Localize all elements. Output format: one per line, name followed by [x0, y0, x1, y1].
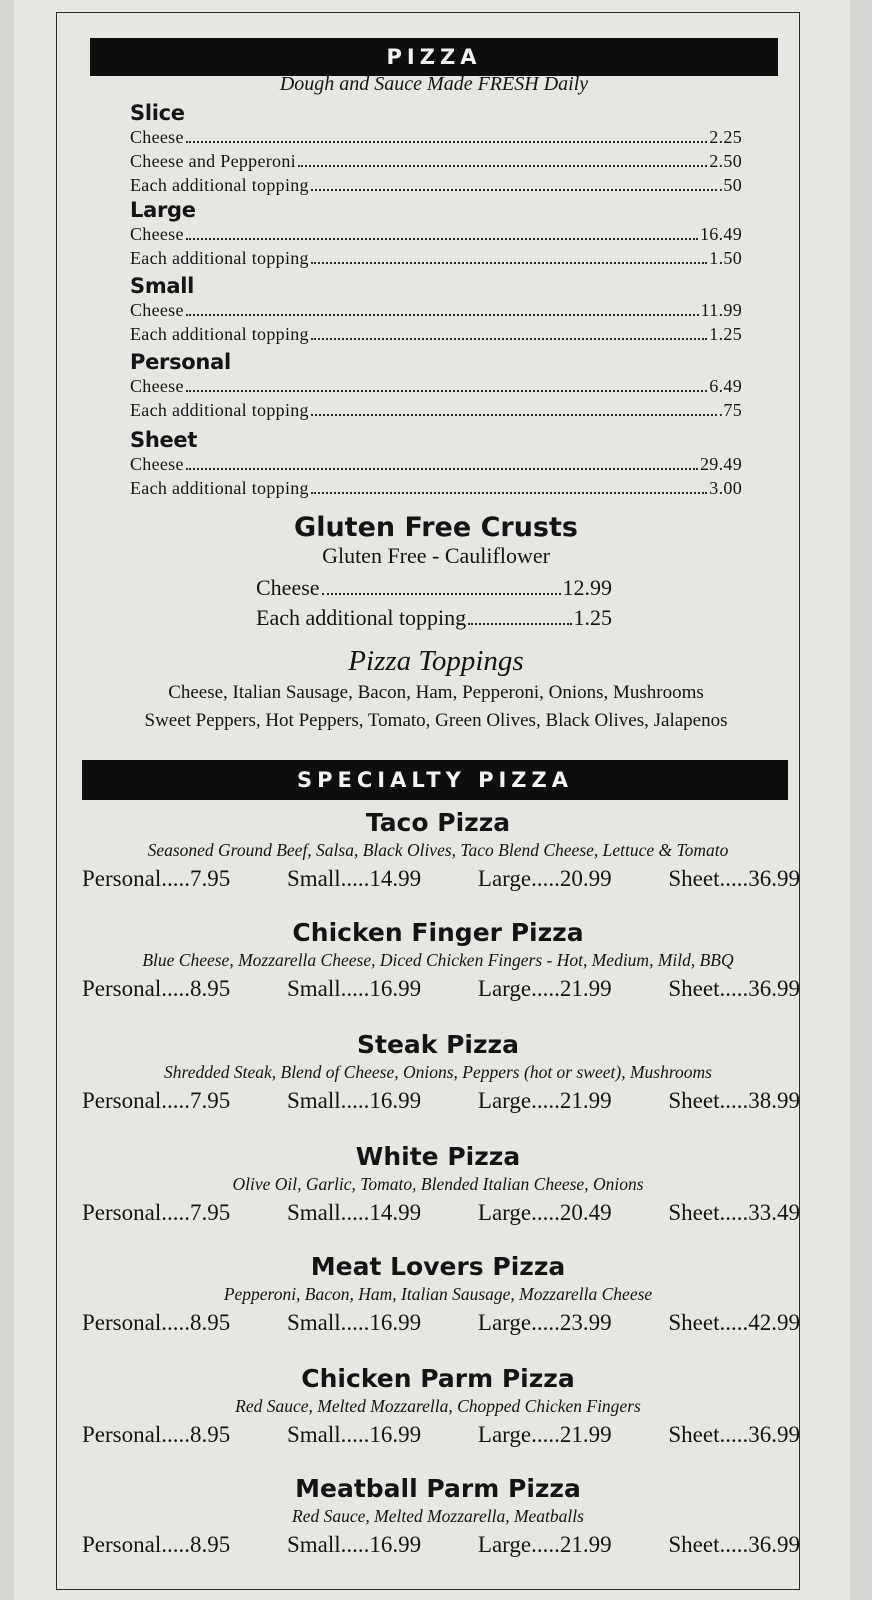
- item-label: Each additional topping: [256, 605, 467, 630]
- toppings-line: Cheese, Italian Sausage, Bacon, Ham, Pepperoni, Onions, Mushrooms: [168, 682, 704, 703]
- price-small: Small.....16.99: [286, 1310, 422, 1335]
- toppings-title: Pizza Toppings: [348, 645, 524, 677]
- specialty-prices: [70, 974, 806, 1004]
- price-large: Large.....20.49: [477, 1200, 612, 1225]
- leader-dots: [186, 238, 698, 240]
- specialty-description: Red Sauce, Melted Mozzarella, Meatballs: [292, 1506, 584, 1526]
- size-name: Large: [130, 198, 196, 222]
- price-line: [130, 374, 742, 398]
- item-price: .75: [718, 400, 742, 420]
- leader-dots: [186, 468, 698, 470]
- leader-dots: [311, 492, 707, 494]
- specialty-name: Chicken Parm Pizza: [301, 1364, 575, 1393]
- specialty-description: Pepperoni, Bacon, Ham, Italian Sausage, Mozzarella Cheese: [223, 1284, 653, 1304]
- specialty-item-meat-lovers: [70, 1252, 806, 1338]
- price-sheet: Sheet.....38.99: [668, 1088, 800, 1113]
- item-price: 16.49: [700, 224, 742, 244]
- price-sheet: Sheet.....36.99: [668, 866, 800, 891]
- specialty-prices: [70, 1198, 806, 1228]
- price-personal: Personal.....8.95: [82, 976, 231, 1001]
- item-label: Each additional topping: [130, 175, 309, 195]
- item-label: Each additional topping: [130, 324, 309, 344]
- size-block-slice: [130, 101, 742, 197]
- specialty-item-white: [70, 1142, 806, 1228]
- price-sheet: Sheet.....33.49: [668, 1200, 800, 1225]
- tagline: Dough and Sauce Made FRESH Daily: [279, 73, 589, 95]
- specialty-description: Blue Cheese, Mozzarella Cheese, Diced Chicken Fingers - Hot, Medium, Mild, BBQ: [142, 950, 734, 970]
- price-large: Large.....23.99: [477, 1310, 612, 1335]
- price-large: Large.....21.99: [477, 1422, 612, 1447]
- price-line: [130, 246, 742, 270]
- item-label: Cheese: [130, 127, 184, 147]
- price-personal: Personal.....7.95: [82, 1200, 231, 1225]
- specialty-name: White Pizza: [355, 1142, 521, 1171]
- specialty-prices: [70, 1308, 806, 1338]
- price-small: Small.....16.99: [286, 1422, 422, 1447]
- price-small: Small.....16.99: [286, 976, 422, 1001]
- item-price: 1.25: [709, 324, 742, 344]
- specialty-prices: [70, 1420, 806, 1450]
- item-price: 1.50: [709, 248, 742, 268]
- item-price: 29.49: [700, 454, 742, 474]
- leader-dots: [186, 390, 708, 392]
- size-block-large: [130, 198, 742, 270]
- specialty-item-steak: [70, 1030, 806, 1116]
- size-name: Sheet: [130, 428, 198, 452]
- price-line: [130, 222, 742, 246]
- leader-dots: [322, 593, 561, 595]
- item-price: 11.99: [700, 300, 742, 320]
- specialty-description: Shredded Steak, Blend of Cheese, Onions, Peppers (hot or sweet), Mushrooms: [164, 1062, 712, 1082]
- specialty-prices: [70, 864, 806, 894]
- gluten-free-price-line: [256, 603, 612, 633]
- item-label: Each additional topping: [130, 400, 309, 420]
- price-small: Small.....14.99: [286, 1200, 422, 1225]
- specialty-description: Seasoned Ground Beef, Salsa, Black Olives, Taco Blend Cheese, Lettuce & Tomato: [147, 840, 729, 860]
- item-price: 12.99: [562, 575, 612, 600]
- price-sheet: Sheet.....36.99: [668, 976, 800, 1001]
- price-line: [130, 125, 742, 149]
- size-block-sheet: [130, 428, 742, 500]
- specialty-item-meatball-parm: [70, 1474, 806, 1560]
- gluten-free-title: Gluten Free Crusts: [294, 512, 578, 543]
- price-personal: Personal.....7.95: [82, 1088, 231, 1113]
- price-small: Small.....16.99: [286, 1532, 422, 1557]
- price-line: [130, 398, 742, 422]
- item-price: 2.25: [709, 127, 742, 147]
- size-name: Slice: [130, 101, 185, 125]
- item-label: Cheese: [130, 454, 184, 474]
- size-name: Small: [130, 274, 195, 298]
- price-line: [130, 149, 742, 173]
- item-label: Each additional topping: [130, 478, 309, 498]
- specialty-name: Steak Pizza: [357, 1030, 519, 1059]
- price-small: Small.....14.99: [286, 866, 422, 891]
- specialty-prices: [70, 1086, 806, 1116]
- size-block-personal: [130, 350, 742, 422]
- specialty-item-taco: [70, 808, 806, 894]
- item-label: Cheese: [130, 224, 184, 244]
- specialty-name: Meatball Parm Pizza: [295, 1474, 581, 1503]
- leader-dots: [186, 141, 708, 143]
- item-price: 6.49: [709, 376, 742, 396]
- specialty-prices: [70, 1530, 806, 1560]
- price-sheet: Sheet.....42.99: [668, 1310, 800, 1335]
- price-personal: Personal.....8.95: [82, 1422, 231, 1447]
- item-label: Cheese: [130, 300, 184, 320]
- specialty-name: Meat Lovers Pizza: [310, 1252, 566, 1281]
- price-large: Large.....21.99: [477, 976, 612, 1001]
- price-line: [130, 452, 742, 476]
- specialty-item-chicken-finger: [70, 918, 806, 1004]
- price-line: [130, 476, 742, 500]
- specialty-name: Chicken Finger Pizza: [292, 918, 584, 947]
- leader-dots: [311, 414, 717, 416]
- item-price: .50: [718, 175, 742, 195]
- specialty-description: Red Sauce, Melted Mozzarella, Chopped Chicken Fingers: [235, 1396, 641, 1416]
- specialty-description: Olive Oil, Garlic, Tomato, Blended Italian Cheese, Onions: [232, 1174, 644, 1194]
- leader-dots: [468, 623, 571, 625]
- size-block-small: [130, 274, 742, 346]
- leader-dots: [311, 262, 707, 264]
- price-large: Large.....21.99: [477, 1532, 612, 1557]
- price-personal: Personal.....8.95: [82, 1310, 231, 1335]
- item-label: Cheese and Pepperoni: [130, 151, 296, 171]
- price-line: [130, 173, 742, 197]
- price-line: [130, 298, 742, 322]
- price-large: Large.....20.99: [477, 866, 612, 891]
- price-sheet: Sheet.....36.99: [668, 1422, 800, 1447]
- gluten-free-price-line: [256, 573, 612, 603]
- price-small: Small.....16.99: [286, 1088, 422, 1113]
- price-sheet: Sheet.....36.99: [668, 1532, 800, 1557]
- item-label: Cheese: [130, 376, 184, 396]
- price-personal: Personal.....7.95: [82, 866, 231, 891]
- specialty-item-chicken-parm: [70, 1364, 806, 1450]
- leader-dots: [186, 314, 699, 316]
- specialty-section-header: SPECIALTY PIZZA: [82, 760, 788, 800]
- size-name: Personal: [130, 350, 231, 374]
- item-price: 2.50: [709, 151, 742, 171]
- item-label: Cheese: [256, 575, 320, 600]
- leader-dots: [311, 338, 707, 340]
- pizza-section-header: PIZZA: [90, 38, 778, 76]
- gluten-free-subtitle: Gluten Free - Cauliflower: [322, 543, 550, 568]
- price-personal: Personal.....8.95: [82, 1532, 231, 1557]
- specialty-name: Taco Pizza: [365, 808, 511, 837]
- item-price: 3.00: [709, 478, 742, 498]
- toppings-line: Sweet Peppers, Hot Peppers, Tomato, Green Olives, Black Olives, Jalapenos: [144, 710, 728, 731]
- price-large: Large.....21.99: [477, 1088, 612, 1113]
- item-label: Each additional topping: [130, 248, 309, 268]
- leader-dots: [311, 189, 717, 191]
- price-line: [130, 322, 742, 346]
- leader-dots: [298, 165, 707, 167]
- item-price: 1.25: [573, 605, 612, 630]
